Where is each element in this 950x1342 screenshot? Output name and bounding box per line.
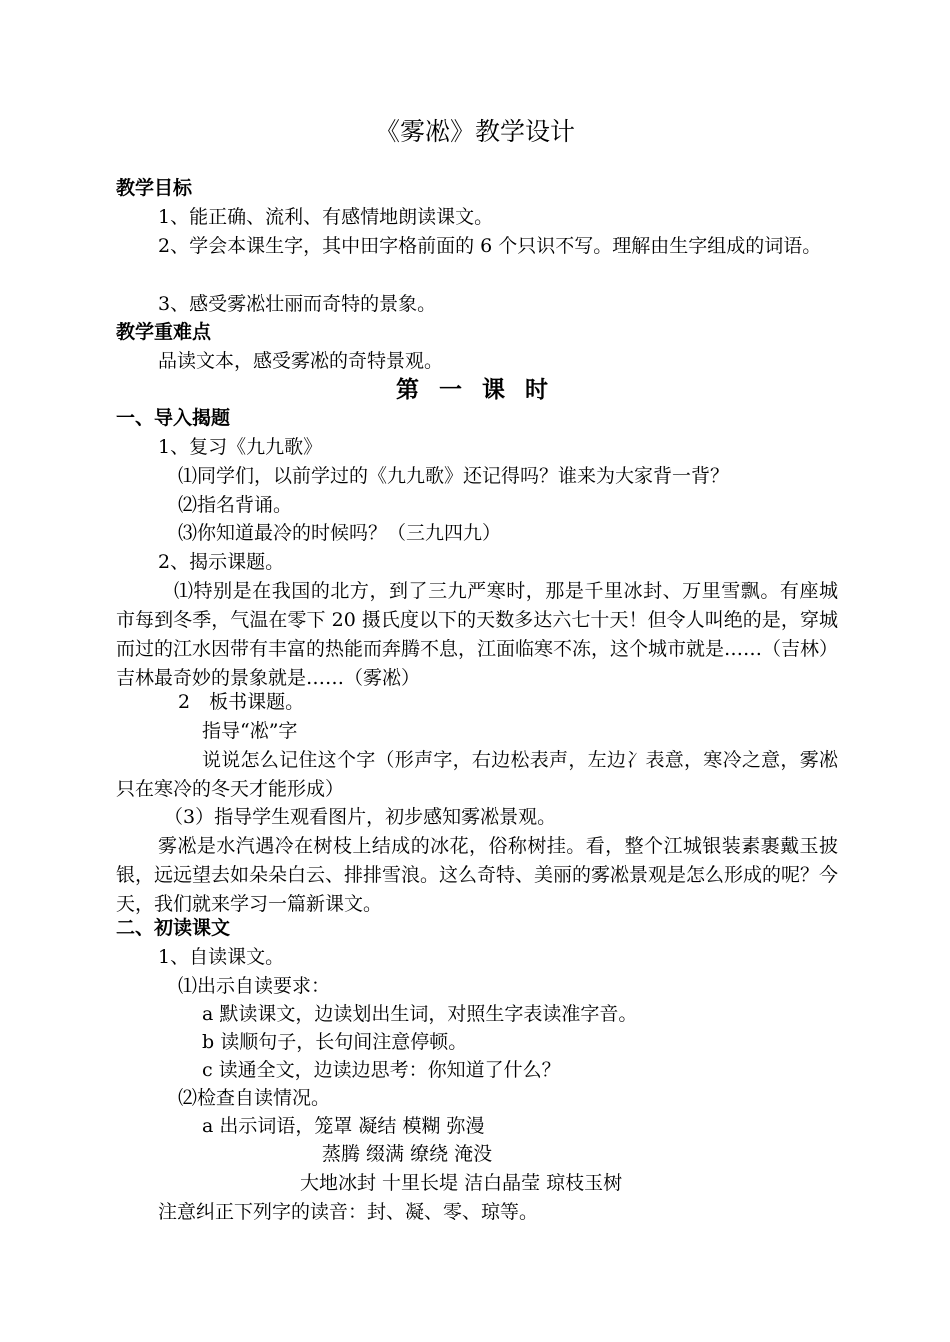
s2-item-1b: ⑵检查自读情况。 [178,1087,331,1109]
section-2-heading: 二、初读课文 [116,917,231,939]
page-title: 《雾凇》教学设计 [374,117,575,146]
s2-item-1a-c: c 读通全文，边读边思考：你知道了什么？ [202,1059,561,1081]
s2-words-line-2: 蒸腾 缀满 缭绕 淹没 [322,1143,493,1165]
goals-heading: 教学目标 [116,177,193,199]
s1-item-1a: ⑴同学们，以前学过的《九九歌》还记得吗？谁来为大家背一背？ [178,465,730,487]
s1-item-1b: ⑵指名背诵。 [178,494,293,516]
goal-2: 2、学会本课生字，其中田字格前面的 6 个只识不写。理解由生字组成的词语。 [158,235,822,257]
goal-3: 3、感受雾凇壮丽而奇特的景象。 [158,293,437,315]
s2-item-1a-b: b 读顺句子，长句间注意停顿。 [202,1031,468,1053]
s1-item-2a: ⑴特别是在我国的北方，到了三九严寒时，那是千里冰封、万里雪飘。有座城市每到冬季，气温在零下 20 摄氏度以下的天数多达六七十天！但令人叫绝的是，穿城而过的江水因带有丰富的热能而奔腾不息，江面临寒不冻，这个城市就是……（吉林）吉林最奇妙的景象就是……（雾凇） [116,580,839,689]
s2-note: 注意纠正下列字的读音：封、凝、零、琼等。 [158,1201,539,1223]
s2-item-1: 1、自读课文。 [158,946,285,968]
s1-item-2b-text: 说说怎么记住这个字（形声字，右边松表声，左边冫表意，寒冷之意，雾凇只在寒冷的冬天才能形成） [116,749,838,800]
lesson-heading: 第 一 课 时 [395,377,555,403]
s1-item-3: （3）指导学生观看图片，初步感知雾凇景观。 [164,806,557,828]
s1-item-2: 2、揭示课题。 [158,551,285,573]
s1-item-3-text: 雾凇是水汽遇冷在树枝上结成的冰花，俗称树挂。看，整个江城银装素裹戴玉披银，远远望去如朵朵白云、排排雪浪。这么奇特、美丽的雾凇景观是怎么形成的呢？今天，我们就来学习一篇新课文。 [116,835,839,915]
section-1-heading: 一、导入揭题 [116,407,231,429]
s2-item-1a-a: a 默读课文，边读划出生词，对照生字表读准字音。 [202,1003,638,1025]
s1-item-1c: ⑶你知道最冷的时候吗？（三九四九） [178,522,502,544]
key-points-text: 品读文本，感受雾凇的奇特景观。 [158,350,444,372]
s1-item-1: 1、复习《九九歌》 [158,436,323,458]
goal-1: 1、能正确、流利、有感情地朗读课文。 [158,206,494,228]
s2-words-line-3: 大地冰封 十里长堤 洁白晶莹 琼枝玉树 [300,1172,623,1194]
s1-item-2b-guide: 指导“凇”字 [202,720,298,742]
s2-item-1a: ⑴出示自读要求： [178,975,331,997]
s1-item-2b: 2 板书课题。 [178,691,305,713]
s2-words-line-1: a 出示词语，笼罩 凝结 模糊 弥漫 [202,1115,485,1137]
key-points-heading: 教学重难点 [116,321,212,343]
